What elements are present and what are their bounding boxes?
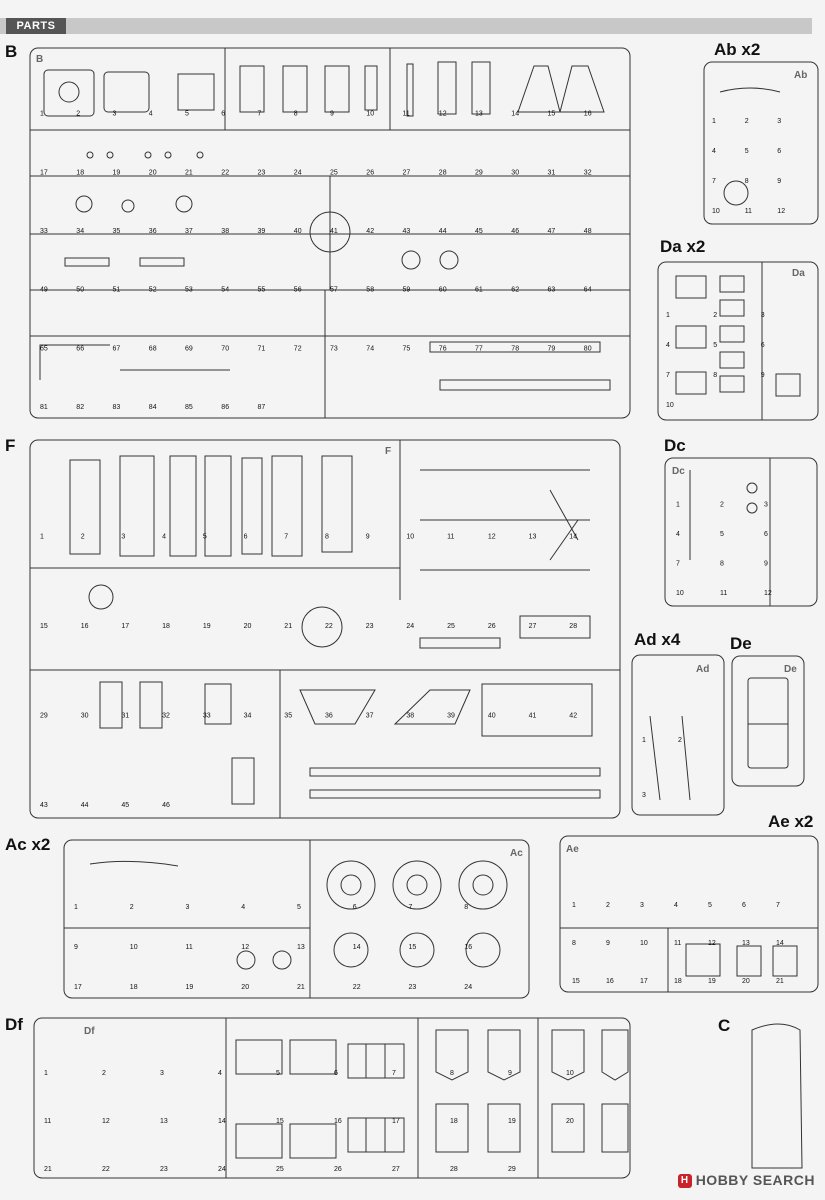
sprue-label-da: Da x2 [660, 237, 706, 256]
part-number-b-36: 36 [148, 228, 157, 235]
sprue-frame-dc [665, 458, 817, 606]
part-number-f-9: 9 [365, 533, 370, 541]
part-number-b-66: 66 [76, 345, 85, 353]
watermark-text: HOBBY SEARCH [695, 1171, 815, 1188]
part-number-f-6: 6 [243, 533, 248, 541]
sprue-label-f: F [5, 436, 16, 455]
part-number-dc-6: 6 [764, 531, 768, 538]
part-number-df-18: 18 [450, 1118, 458, 1125]
part-number-b-45: 45 [475, 228, 483, 235]
part-number-b-54: 54 [221, 286, 230, 294]
part-number-df-2: 2 [102, 1070, 106, 1077]
part-number-b-59: 59 [402, 286, 411, 294]
part-number-ac-13: 13 [297, 944, 305, 951]
part-number-df-19: 19 [508, 1118, 516, 1125]
part-number-ac-1: 1 [74, 904, 78, 911]
part-number-dc-3: 3 [764, 501, 768, 509]
part-number-dc-10: 10 [676, 590, 684, 597]
part-number-b-37: 37 [185, 228, 193, 235]
part-number-ab-8: 8 [744, 178, 749, 185]
part-number-ac-19: 19 [185, 984, 194, 991]
part-number-b-75: 75 [402, 345, 411, 353]
part-number-b-18: 18 [76, 169, 85, 177]
part-number-b-22: 22 [221, 169, 230, 177]
part-number-b-19: 19 [112, 169, 121, 177]
part-number-b-46: 46 [511, 228, 520, 235]
part-number-f-15: 15 [40, 623, 48, 630]
part-number-ac-9: 9 [74, 944, 78, 951]
hobby-search-logo-icon: H [678, 1174, 692, 1188]
page-title: PARTS [6, 18, 66, 34]
part-number-f-36: 36 [325, 712, 333, 720]
part-number-f-33: 33 [202, 712, 211, 720]
part-number-ac-14: 14 [352, 944, 361, 951]
part-number-b-62: 62 [511, 286, 520, 294]
part-number-ac-23: 23 [408, 984, 417, 991]
part-number-df-23: 23 [160, 1166, 168, 1173]
part-number-f-46: 46 [162, 802, 170, 809]
part-number-b-57: 57 [330, 286, 338, 294]
part-number-b-30: 30 [511, 169, 520, 177]
part-number-ab-11: 11 [744, 208, 752, 215]
part-number-da-7: 7 [666, 372, 670, 379]
sprue-label-ad: Ad x4 [634, 630, 681, 649]
part-number-ab-5: 5 [744, 148, 749, 155]
part-number-ac-4: 4 [241, 904, 246, 911]
frame-tag-da: Da [792, 268, 805, 279]
part-number-f-1: 1 [40, 533, 44, 541]
part-number-b-74: 74 [366, 345, 375, 353]
part-number-ac-20: 20 [241, 984, 250, 991]
part-number-b-51: 51 [112, 286, 121, 294]
part-number-b-21: 21 [185, 169, 193, 177]
part-number-f-29: 29 [40, 712, 48, 720]
part-number-b-9: 9 [330, 110, 334, 118]
part-number-f-44: 44 [80, 802, 89, 809]
part-number-f-13: 13 [528, 533, 537, 541]
part-number-ae-20: 20 [742, 978, 750, 985]
part-number-df-13: 13 [160, 1118, 168, 1125]
part-number-b-11: 11 [402, 110, 410, 118]
part-number-f-37: 37 [365, 712, 374, 720]
part-number-b-32: 32 [583, 169, 592, 177]
frame-tag-b: B [36, 54, 44, 65]
part-number-ae-13: 13 [742, 940, 750, 947]
part-number-ad-3: 3 [642, 792, 646, 799]
part-number-f-4: 4 [162, 533, 167, 541]
part-number-b-71: 71 [257, 345, 266, 353]
part-number-b-52: 52 [148, 286, 157, 294]
part-number-b-26: 26 [366, 169, 375, 177]
part-number-f-17: 17 [121, 623, 130, 630]
part-number-ac-16: 16 [464, 944, 473, 951]
part-number-f-30: 30 [80, 712, 89, 720]
sprue-label-dc: Dc [664, 436, 686, 455]
part-number-ac-6: 6 [352, 904, 357, 911]
part-number-ac-2: 2 [129, 904, 134, 911]
part-number-b-77: 77 [475, 345, 483, 353]
part-number-b-27: 27 [402, 169, 411, 177]
part-number-b-24: 24 [293, 169, 302, 177]
part-number-ac-12: 12 [241, 944, 250, 951]
part-number-f-12: 12 [487, 533, 496, 541]
part-number-b-69: 69 [185, 345, 193, 353]
part-number-dc-1: 1 [676, 501, 680, 509]
frame-tag-ab: Ab [794, 70, 808, 81]
frame-tag-df: Df [84, 1026, 95, 1037]
part-number-ad-2: 2 [678, 737, 682, 744]
part-number-b-34: 34 [76, 228, 85, 235]
part-number-df-17: 17 [392, 1118, 400, 1125]
part-number-b-83: 83 [112, 404, 121, 411]
part-number-dc-7: 7 [676, 560, 680, 568]
part-number-ae-12: 12 [708, 940, 716, 947]
sprue-frame-c [752, 1024, 802, 1168]
part-number-f-16: 16 [80, 623, 89, 630]
part-number-da-9: 9 [760, 372, 765, 379]
part-number-b-65: 65 [40, 345, 48, 353]
part-number-f-20: 20 [243, 623, 252, 630]
part-number-b-44: 44 [438, 228, 447, 235]
part-number-da-2: 2 [713, 312, 718, 319]
part-number-b-6: 6 [221, 110, 226, 118]
part-number-dc-2: 2 [720, 501, 724, 509]
part-number-b-55: 55 [257, 286, 266, 294]
part-number-df-4: 4 [218, 1070, 222, 1077]
part-number-ab-12: 12 [777, 208, 786, 215]
part-number-b-80: 80 [583, 345, 592, 353]
part-number-f-24: 24 [406, 623, 415, 630]
part-number-ac-17: 17 [74, 984, 82, 991]
part-number-f-5: 5 [202, 533, 207, 541]
part-number-f-45: 45 [121, 802, 130, 809]
part-number-b-56: 56 [293, 286, 302, 294]
part-number-df-28: 28 [450, 1166, 458, 1173]
part-number-ae-1: 1 [572, 902, 576, 909]
sprue-frame-df [34, 1018, 630, 1178]
part-number-b-2: 2 [76, 110, 81, 118]
hobby-search-watermark [678, 1172, 815, 1188]
part-number-ad-1: 1 [642, 737, 646, 744]
part-number-b-53: 53 [185, 286, 193, 294]
frame-tag-ae: Ae [566, 844, 579, 855]
sprue-label-de: De [730, 634, 752, 653]
part-number-f-14: 14 [569, 533, 578, 541]
part-number-b-28: 28 [438, 169, 447, 177]
part-number-dc-5: 5 [720, 531, 724, 538]
part-number-df-27: 27 [392, 1166, 400, 1173]
part-number-f-40: 40 [487, 712, 496, 720]
part-number-dc-9: 9 [764, 560, 768, 568]
part-number-b-17: 17 [40, 169, 48, 177]
part-number-ae-15: 15 [572, 978, 580, 985]
part-number-df-1: 1 [44, 1070, 48, 1077]
part-number-ae-14: 14 [776, 940, 784, 947]
part-number-b-1: 1 [40, 110, 44, 118]
part-number-f-28: 28 [569, 623, 578, 630]
part-number-b-38: 38 [221, 228, 230, 235]
part-number-df-16: 16 [334, 1118, 342, 1125]
part-number-b-78: 78 [511, 345, 520, 353]
part-number-ac-7: 7 [408, 904, 413, 911]
part-number-ac-11: 11 [185, 944, 193, 951]
part-number-f-34: 34 [243, 712, 252, 720]
part-number-b-58: 58 [366, 286, 375, 294]
part-number-b-76: 76 [438, 345, 447, 353]
part-number-b-13: 13 [475, 110, 483, 118]
part-number-b-16: 16 [583, 110, 592, 118]
part-number-ab-2: 2 [744, 118, 749, 125]
part-number-f-7: 7 [284, 533, 289, 541]
part-number-df-14: 14 [218, 1118, 226, 1125]
part-number-b-72: 72 [293, 345, 302, 353]
part-number-ac-15: 15 [408, 944, 417, 951]
part-number-b-43: 43 [402, 228, 411, 235]
part-number-f-23: 23 [365, 623, 374, 630]
part-number-dc-11: 11 [720, 590, 728, 597]
part-number-df-20: 20 [566, 1118, 574, 1125]
sprue-label-b: B [5, 42, 18, 61]
part-number-f-43: 43 [40, 802, 48, 809]
part-number-ae-7: 7 [776, 902, 780, 909]
part-number-da-6: 6 [760, 342, 765, 349]
part-number-da-3: 3 [760, 312, 765, 319]
part-number-ae-9: 9 [606, 940, 610, 947]
part-number-b-14: 14 [511, 110, 520, 118]
part-number-ac-10: 10 [129, 944, 138, 951]
part-number-b-42: 42 [366, 228, 375, 235]
part-number-b-60: 60 [438, 286, 447, 294]
part-number-ac-24: 24 [464, 984, 473, 991]
part-number-df-15: 15 [276, 1118, 284, 1125]
part-number-ab-10: 10 [712, 208, 720, 215]
part-number-b-39: 39 [257, 228, 266, 235]
part-number-b-10: 10 [366, 110, 375, 118]
sprue-frame-ab [704, 62, 818, 224]
sprue-frame-ad [632, 655, 724, 815]
part-number-ac-8: 8 [464, 904, 469, 911]
part-number-f-39: 39 [447, 712, 455, 720]
part-number-df-29: 29 [508, 1166, 516, 1173]
sprue-frame-ae [560, 836, 818, 992]
part-number-df-11: 11 [44, 1118, 52, 1125]
part-number-ae-3: 3 [640, 902, 644, 909]
part-number-b-5: 5 [185, 110, 189, 118]
part-number-b-82: 82 [76, 404, 85, 411]
part-number-df-10: 10 [566, 1070, 574, 1077]
part-number-ac-22: 22 [352, 984, 361, 991]
part-number-f-31: 31 [121, 712, 130, 720]
part-number-f-38: 38 [406, 712, 415, 720]
part-number-ab-7: 7 [712, 178, 716, 185]
part-number-f-35: 35 [284, 712, 293, 720]
sprue-label-ab: Ab x2 [714, 40, 761, 59]
sprue-label-df: Df [5, 1015, 23, 1034]
part-number-b-4: 4 [148, 110, 153, 118]
part-number-df-9: 9 [508, 1070, 512, 1077]
part-number-ab-3: 3 [777, 118, 782, 125]
part-number-ab-4: 4 [712, 148, 716, 155]
part-number-ae-6: 6 [742, 902, 746, 909]
part-number-b-35: 35 [112, 228, 121, 235]
part-number-df-25: 25 [276, 1166, 284, 1173]
part-number-b-84: 84 [148, 404, 157, 411]
part-number-b-31: 31 [547, 169, 556, 177]
part-number-da-8: 8 [713, 372, 718, 379]
part-number-b-50: 50 [76, 286, 85, 294]
part-number-b-61: 61 [475, 286, 483, 294]
part-number-f-18: 18 [162, 623, 170, 630]
part-number-df-12: 12 [102, 1118, 110, 1125]
part-number-b-8: 8 [293, 110, 298, 118]
part-number-df-24: 24 [218, 1166, 226, 1173]
part-number-ac-18: 18 [129, 984, 138, 991]
sprue-label-c: C [718, 1016, 731, 1035]
part-number-ab-6: 6 [777, 148, 782, 155]
frame-tag-f: F [385, 446, 392, 457]
part-number-da-4: 4 [666, 342, 670, 349]
frame-tag-de: De [784, 664, 797, 675]
part-number-f-22: 22 [325, 623, 333, 630]
part-number-b-48: 48 [583, 228, 592, 235]
part-number-ab-1: 1 [712, 118, 716, 125]
sprue-frame-ac [64, 840, 529, 998]
part-number-df-3: 3 [160, 1070, 164, 1077]
part-number-ae-18: 18 [674, 978, 682, 985]
part-number-f-3: 3 [121, 533, 126, 541]
part-number-b-41: 41 [330, 228, 338, 235]
part-number-b-81: 81 [40, 404, 48, 411]
part-number-b-64: 64 [583, 286, 592, 294]
part-number-b-23: 23 [257, 169, 266, 177]
part-number-b-63: 63 [547, 286, 556, 294]
part-number-f-8: 8 [325, 533, 329, 541]
part-number-df-21: 21 [44, 1166, 52, 1173]
part-number-da-10: 10 [666, 402, 674, 409]
part-number-b-25: 25 [330, 169, 338, 177]
part-number-dc-12: 12 [764, 590, 772, 597]
part-number-df-26: 26 [334, 1166, 342, 1173]
part-number-f-2: 2 [80, 533, 85, 541]
part-number-b-7: 7 [257, 110, 262, 118]
part-number-ae-8: 8 [572, 940, 576, 947]
part-number-f-26: 26 [487, 623, 496, 630]
part-number-ae-10: 10 [640, 940, 648, 947]
part-number-ae-2: 2 [606, 902, 610, 909]
sprue-label-ae: Ae x2 [768, 812, 814, 831]
part-number-ac-5: 5 [297, 904, 301, 911]
part-number-dc-8: 8 [720, 560, 724, 568]
part-number-da-1: 1 [666, 312, 670, 319]
part-number-f-42: 42 [569, 712, 578, 720]
part-number-ae-17: 17 [640, 978, 648, 985]
part-number-b-68: 68 [148, 345, 157, 353]
part-number-b-86: 86 [221, 404, 230, 411]
frame-tag-ad: Ad [696, 664, 710, 675]
part-number-f-21: 21 [284, 623, 293, 630]
part-number-b-33: 33 [40, 228, 48, 235]
part-number-f-41: 41 [528, 712, 537, 720]
part-number-dc-4: 4 [676, 531, 680, 538]
part-number-f-25: 25 [447, 623, 455, 630]
part-number-b-79: 79 [547, 345, 556, 353]
part-number-f-10: 10 [406, 533, 415, 541]
part-number-b-49: 49 [40, 286, 48, 294]
sprue-label-ac: Ac x2 [5, 835, 51, 854]
part-number-f-11: 11 [447, 533, 455, 541]
part-number-da-5: 5 [713, 342, 718, 349]
part-number-b-15: 15 [547, 110, 556, 118]
part-number-ac-3: 3 [185, 904, 190, 911]
part-number-df-6: 6 [334, 1070, 338, 1077]
part-number-b-47: 47 [547, 228, 556, 235]
part-number-ae-16: 16 [606, 978, 614, 985]
frame-tag-dc: Dc [672, 466, 685, 477]
part-number-f-32: 32 [162, 712, 170, 720]
part-number-b-3: 3 [112, 110, 117, 118]
part-number-ae-5: 5 [708, 902, 712, 909]
sprue-frame-de [732, 656, 804, 786]
part-number-b-70: 70 [221, 345, 230, 353]
part-number-f-27: 27 [528, 623, 537, 630]
part-number-ae-19: 19 [708, 978, 716, 985]
part-number-b-20: 20 [148, 169, 157, 177]
part-number-b-40: 40 [293, 228, 302, 235]
part-number-b-73: 73 [330, 345, 338, 353]
part-number-df-7: 7 [392, 1070, 396, 1077]
part-number-df-22: 22 [102, 1166, 110, 1173]
part-number-ae-11: 11 [674, 940, 682, 947]
part-number-ac-21: 21 [297, 984, 305, 991]
part-number-df-5: 5 [276, 1070, 280, 1077]
part-number-b-87: 87 [257, 404, 266, 411]
part-number-df-8: 8 [450, 1070, 454, 1077]
frame-tag-ac: Ac [510, 848, 523, 859]
part-number-ab-9: 9 [777, 178, 782, 185]
part-number-ae-21: 21 [776, 978, 784, 985]
part-number-f-19: 19 [202, 623, 211, 630]
part-number-b-29: 29 [475, 169, 483, 177]
part-number-b-12: 12 [438, 110, 447, 118]
part-number-ae-4: 4 [674, 902, 678, 909]
part-number-b-67: 67 [112, 345, 121, 353]
part-number-b-85: 85 [185, 404, 193, 411]
